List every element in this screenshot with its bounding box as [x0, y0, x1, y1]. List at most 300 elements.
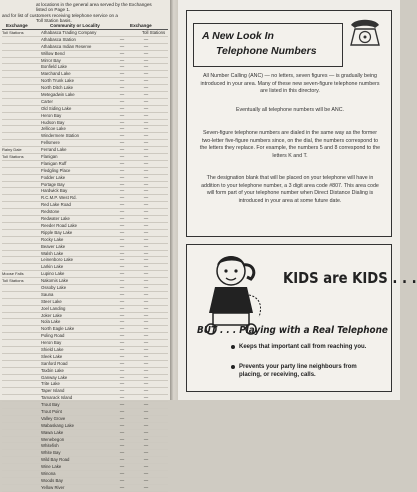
exchange-cell: —	[143, 236, 149, 242]
table-row	[2, 457, 168, 464]
mark-cell: —	[119, 278, 125, 284]
table-row	[2, 292, 168, 299]
mark-cell: —	[119, 216, 125, 222]
locality-cell: Joker Lake	[41, 312, 63, 318]
table-row	[2, 278, 168, 285]
mark-cell: —	[119, 381, 125, 387]
exchange-cell: —	[143, 278, 149, 284]
locality-cell: Rocky Lake	[41, 236, 64, 242]
exchange-cell: —	[143, 388, 149, 394]
kids-heading: KIDS are KIDS . . .	[283, 269, 417, 287]
exchange-cell: —	[143, 395, 149, 401]
mark-cell: —	[119, 271, 125, 277]
mark-cell: —	[119, 36, 125, 42]
exchange-cell: —	[143, 291, 149, 297]
mark-cell: —	[119, 333, 125, 339]
table-row	[2, 188, 168, 195]
locality-cell: Nola Lake	[41, 319, 61, 325]
mark-cell: —	[119, 92, 125, 98]
exchange-cell: —	[143, 140, 149, 146]
exchange-cell: —	[143, 436, 149, 442]
table-row	[2, 230, 168, 237]
table-row	[2, 182, 168, 189]
exchange-cell: —	[143, 50, 149, 56]
locality-cell: Trite Lake	[41, 381, 60, 387]
mark-cell: —	[119, 202, 125, 208]
table-row	[2, 216, 168, 223]
table-row	[2, 271, 168, 278]
mark-cell: —	[119, 443, 125, 449]
table-row	[2, 333, 168, 340]
locality-cell: Mirror Bay	[41, 57, 61, 63]
locality-cell: Wawa Lake	[41, 429, 64, 435]
mark-cell: —	[119, 57, 125, 63]
locality-cell: Metegadwin Lake	[41, 92, 75, 98]
mark-cell: —	[119, 284, 125, 290]
locality-cell: Fledgling Place	[41, 167, 71, 173]
table-row	[2, 264, 168, 271]
exchange-cell: —	[143, 154, 149, 160]
exchange-cell: —	[143, 181, 149, 187]
table-row	[2, 175, 168, 182]
table-row	[2, 30, 168, 37]
mark-cell: —	[119, 98, 125, 104]
table-row	[2, 416, 168, 423]
locality-cell: White Bay	[41, 450, 61, 456]
locality-cell: Leinenboro Lake	[41, 257, 74, 263]
locality-cell: Sauna	[41, 291, 54, 297]
mark-cell: —	[119, 457, 125, 463]
locality-cell: Heron Bay	[41, 340, 62, 346]
left-page-header	[2, 2, 168, 23]
mark-cell: —	[119, 346, 125, 352]
mark-cell: —	[119, 340, 125, 346]
mark-cell: —	[119, 312, 125, 318]
table-row	[2, 285, 168, 292]
locality-cell: Ripple Bay Lake	[41, 229, 73, 235]
table-row	[2, 85, 168, 92]
notice-title-frame	[193, 23, 343, 67]
table-row	[2, 347, 168, 354]
anc-notice-box	[186, 10, 392, 237]
exchange-cell: —	[143, 126, 149, 132]
locality-cell: Steer Lake	[41, 298, 62, 304]
table-row	[2, 443, 168, 450]
table-row	[2, 209, 168, 216]
table-row	[2, 223, 168, 230]
exchange-cell: Moose Falls	[2, 271, 24, 277]
locality-cell: North Ditch Lake	[41, 85, 74, 91]
table-row	[2, 319, 168, 326]
right-page	[178, 0, 417, 400]
table-row	[2, 437, 168, 444]
exchange-cell: —	[143, 43, 149, 49]
bullet-dot-icon	[231, 345, 235, 349]
locality-cell: Carter	[41, 98, 53, 104]
table-row	[2, 368, 168, 375]
locality-cell: Walsh Lake	[41, 250, 64, 256]
mark-cell: —	[119, 195, 125, 201]
exchange-cell: —	[143, 167, 149, 173]
telephone-illustration	[345, 15, 385, 49]
locality-cell: Marchand Lake	[41, 71, 71, 77]
table-row	[2, 375, 168, 382]
exchange-cell: —	[143, 284, 149, 290]
locality-cell: Wabaskang Lake	[41, 422, 75, 428]
table-row	[2, 485, 168, 492]
locality-cell: R.C.M.P. West Rd.	[41, 195, 77, 201]
mark-cell: —	[119, 174, 125, 180]
locality-cell: Red Lake Road	[41, 202, 71, 208]
table-row	[2, 340, 168, 347]
table-row	[2, 450, 168, 457]
mark-cell: —	[119, 71, 125, 77]
locality-cell: Sanford Road	[41, 360, 68, 366]
exchange-cell: —	[143, 160, 149, 166]
locality-cell: Ganway Lake	[41, 374, 68, 380]
locality-cell: Athabasca Indian Reserve	[41, 43, 92, 49]
table-row	[2, 106, 168, 113]
kids-notice-box	[186, 244, 417, 392]
table-row	[2, 326, 168, 333]
mark-cell: —	[119, 78, 125, 84]
table-row	[2, 161, 168, 168]
locality-cell: Hardwick Bay	[41, 188, 68, 194]
table-row	[2, 58, 168, 65]
mark-cell: —	[119, 291, 125, 297]
mark-cell: —	[119, 160, 125, 166]
table-row	[2, 168, 168, 175]
mark-cell: —	[119, 64, 125, 70]
exchange-cell: —	[143, 326, 149, 332]
exchange-cell: Toll Stations	[2, 30, 24, 35]
mark-cell: —	[119, 147, 125, 153]
notice-paragraph-2: Eventually all telephone numbers will be ANC.	[235, 107, 345, 113]
table-row	[2, 92, 168, 99]
mark-cell: —	[119, 484, 125, 490]
exchange-cell: —	[143, 188, 149, 194]
exchange-cell: —	[143, 408, 149, 414]
locality-cell: Wild Bay Road	[41, 457, 70, 463]
exchange-cell: —	[143, 229, 149, 235]
column-exchange: Exchange	[6, 23, 28, 28]
locality-cell: Ferrand Lake	[41, 147, 67, 153]
locality-cell: Taper Island	[41, 388, 65, 394]
exchange-cell: —	[143, 374, 149, 380]
exchange-cell: —	[143, 443, 149, 449]
table-row	[2, 299, 168, 306]
table-row	[2, 306, 168, 313]
locality-cell: Sleek Lake	[41, 353, 63, 359]
table-row	[2, 313, 168, 320]
mark-cell: —	[119, 464, 125, 470]
table-row	[2, 409, 168, 416]
mark-cell: —	[119, 50, 125, 56]
exchange-cell: —	[143, 250, 149, 256]
mark-cell: —	[119, 243, 125, 249]
exchange-cell: —	[143, 257, 149, 263]
header-line: and for list of customers receiving telephone service on a	[2, 12, 118, 18]
locality-cell: Ossoby Lake	[41, 284, 67, 290]
exchange-cell: —	[143, 381, 149, 387]
table-row	[2, 381, 168, 388]
locality-cell: North Trunk Lake	[41, 78, 74, 84]
exchange-cell: —	[143, 36, 149, 42]
left-page	[0, 0, 170, 490]
table-row	[2, 195, 168, 202]
column-headers	[2, 23, 168, 30]
mark-cell: —	[119, 319, 125, 325]
locality-cell: Heron Bay	[41, 112, 62, 118]
locality-cell: Athabasca Station	[41, 36, 76, 42]
bullet-text: Keeps that important call from reaching you.	[239, 344, 367, 350]
exchange-cell: —	[143, 477, 149, 483]
mark-cell: —	[119, 154, 125, 160]
locality-cell: Trout Point	[41, 408, 62, 414]
exchange-cell: —	[143, 353, 149, 359]
locality-cell: Valley Grove	[41, 415, 66, 421]
exchange-cell: Toll Stations	[2, 278, 24, 284]
locality-cell: Flanigan Ruff	[41, 160, 67, 166]
notice-paragraph-1: All Number Calling (ANC) — no letters, seven figures — is gradually being introduced in your area. Many of these new seven-figure telephone numbers are listed in this directory.	[200, 73, 380, 94]
mark-cell: —	[119, 450, 125, 456]
exchange-cell: —	[143, 57, 149, 63]
locality-cell: Redstone	[41, 209, 60, 215]
locality-cell: Shield Lake	[41, 346, 64, 352]
locality-cell: Lupino Lake	[41, 271, 65, 277]
locality-cell: Reeder Road Lake	[41, 222, 78, 228]
mark-cell: —	[119, 395, 125, 401]
mark-cell: —	[119, 181, 125, 187]
locality-cell: Fodder Lake	[41, 174, 66, 180]
table-row	[2, 430, 168, 437]
mark-cell: —	[119, 408, 125, 414]
exchange-cell: Toll Stations	[142, 30, 166, 35]
mark-cell: —	[119, 305, 125, 311]
mark-cell: —	[119, 326, 125, 332]
locality-cell: Beaver Lake	[41, 243, 66, 249]
locality-cell: Trout Bay	[41, 402, 60, 408]
mark-cell: —	[119, 85, 125, 91]
page-gutter	[170, 0, 178, 400]
table-row	[2, 478, 168, 485]
table-row	[2, 71, 168, 78]
mark-cell: —	[119, 477, 125, 483]
exchange-cell: —	[143, 64, 149, 70]
locality-cell: Portage Bay	[41, 181, 65, 187]
mark-cell: —	[119, 167, 125, 173]
locality-cell: Joel Landing	[41, 305, 66, 311]
exchange-cell: —	[143, 119, 149, 125]
mark-cell: —	[119, 43, 125, 49]
locality-cell: Poling Road	[41, 333, 65, 339]
mark-cell: —	[119, 360, 125, 366]
mark-cell: —	[119, 112, 125, 118]
exchange-cell: —	[143, 305, 149, 311]
table-row	[2, 78, 168, 85]
bullet-text: Prevents your party line neighbours from placing, or receiving, calls.	[239, 364, 357, 378]
locality-cell: Wenebegon	[41, 436, 65, 442]
table-row	[2, 395, 168, 402]
mark-cell: —	[119, 105, 125, 111]
column-locality: Community or Locality	[50, 23, 100, 28]
notice-paragraph-3: Seven-figure telephone numbers are dialed in the same way as the former two-letter five-figure numbers since, on the dial, the numbers correspond to the letters they replace. For example, the numbers 5 and 8 correspond to the letters K and T.	[199, 130, 381, 159]
exchange-cell: —	[143, 209, 149, 215]
locality-cell: Larkin Lake	[41, 264, 64, 270]
table-row	[2, 237, 168, 244]
exchange-cell: —	[143, 98, 149, 104]
locality-cell: Fellsmere	[41, 140, 60, 146]
exchange-cell: —	[143, 202, 149, 208]
mark-cell: —	[119, 188, 125, 194]
exchange-cell: —	[143, 367, 149, 373]
exchange-cell: —	[143, 78, 149, 84]
notice-paragraph-4: The designation blank that will be placed on your telephone will have in addition to your telephone number, a 3 digit area code #807. This area code will form part of your telephone number when Direct Distance Dialing is introduced in your area at some future date.	[201, 175, 379, 204]
table-row	[2, 402, 168, 409]
exchange-cell: —	[143, 464, 149, 470]
mark-cell: —	[119, 250, 125, 256]
exchange-cell: —	[143, 333, 149, 339]
exchange-cell: —	[143, 340, 149, 346]
exchange-cell: —	[143, 85, 149, 91]
locality-cell: Winona	[41, 471, 56, 476]
locality-cell: Jellicoe Lake	[41, 126, 66, 132]
table-row	[2, 44, 168, 51]
table-row	[2, 120, 168, 127]
table-row	[2, 251, 168, 258]
playing-heading: BUT . . . Playing with a Real Telephone	[197, 325, 388, 336]
mark-cell: —	[119, 422, 125, 428]
locality-cell: Flanigan	[41, 154, 58, 160]
exchange-cell: —	[143, 147, 149, 153]
mark-cell: —	[119, 374, 125, 380]
mark-cell: —	[119, 119, 125, 125]
table-row	[2, 354, 168, 361]
mark-cell: —	[119, 388, 125, 394]
table-row	[2, 471, 168, 478]
locality-cell: Woods Bay	[41, 477, 63, 483]
exchange-cell: —	[143, 415, 149, 421]
exchange-cell: Rainy Dale	[2, 147, 22, 153]
exchange-cell: —	[143, 264, 149, 270]
table-row	[2, 257, 168, 264]
table-row	[2, 51, 168, 58]
bullet-item	[239, 363, 379, 379]
exchange-cell: —	[143, 71, 149, 77]
locality-cell: Wine Lake	[41, 464, 62, 470]
table-row	[2, 140, 168, 147]
bullet-item	[239, 343, 379, 351]
exchange-cell: —	[143, 222, 149, 228]
locality-cell: Athabasca Trading Company	[41, 30, 97, 35]
exchange-cell: —	[143, 450, 149, 456]
mark-cell: —	[119, 402, 125, 408]
mark-cell: —	[119, 209, 125, 215]
locality-cell: Bonfield Lake	[41, 64, 68, 70]
exchange-cell: —	[143, 402, 149, 408]
locality-cell: Tamarack Island	[41, 395, 73, 401]
exchange-cell: —	[143, 216, 149, 222]
table-row	[2, 388, 168, 395]
exchange-cell: —	[143, 174, 149, 180]
bullet-dot-icon	[231, 365, 235, 369]
table-row	[2, 361, 168, 368]
exchange-cell: —	[143, 92, 149, 98]
mark-cell: —	[119, 436, 125, 442]
header-line: at locations in the general area served by the Exchanges	[36, 2, 152, 7]
exchange-cell: —	[143, 319, 149, 325]
mark-cell: —	[119, 298, 125, 304]
mark-cell: —	[119, 229, 125, 235]
locality-cell: Hudson Bay	[41, 119, 65, 125]
mark-cell: —	[119, 367, 125, 373]
table-row	[2, 244, 168, 251]
exchange-cell: —	[143, 112, 149, 118]
table-row	[2, 133, 168, 140]
table-row	[2, 113, 168, 120]
exchange-cell: —	[143, 422, 149, 428]
locality-cell: Redwater Lake	[41, 216, 70, 222]
locality-cell: Windermere Station	[41, 133, 79, 139]
table-row	[2, 37, 168, 44]
mark-cell: —	[119, 257, 125, 263]
locality-cell: Willow Bend	[41, 50, 65, 56]
mark-cell: —	[119, 126, 125, 132]
locality-cell: Nakomis Lake	[41, 278, 69, 284]
exchange-cell: —	[143, 298, 149, 304]
exchange-cell: —	[143, 360, 149, 366]
exchange-cell: —	[143, 471, 149, 476]
column-exchange-2: Exchange	[130, 23, 152, 28]
mark-cell: —	[119, 236, 125, 242]
table-row	[2, 423, 168, 430]
mark-cell: —	[119, 222, 125, 228]
header-line: listed on Page 1.	[36, 7, 71, 13]
locality-cell: Yellow River	[41, 484, 65, 490]
exchange-cell: —	[143, 429, 149, 435]
mark-cell: —	[119, 471, 125, 476]
mark-cell: —	[119, 264, 125, 270]
exchange-cell: —	[143, 105, 149, 111]
exchange-cell: —	[143, 195, 149, 201]
exchange-cell: —	[143, 457, 149, 463]
exchange-cell: Toll Stations	[2, 154, 24, 160]
mark-cell: —	[119, 353, 125, 359]
mark-cell: —	[119, 429, 125, 435]
table-row	[2, 464, 168, 471]
mark-cell: —	[119, 140, 125, 146]
table-row	[2, 126, 168, 133]
table-row	[2, 147, 168, 154]
mark-cell: —	[119, 133, 125, 139]
exchange-cell: —	[143, 271, 149, 277]
exchange-cell: —	[143, 133, 149, 139]
notice-title-line2: Telephone Numbers	[216, 45, 317, 57]
mark-cell: —	[119, 415, 125, 421]
table-row	[2, 154, 168, 161]
header-line: Toll Station basis.	[36, 17, 72, 23]
exchange-cell: —	[143, 243, 149, 249]
notice-title-line1: A New Look In	[202, 30, 274, 42]
table-row	[2, 202, 168, 209]
locality-table	[2, 30, 168, 492]
locality-cell: North Eagle Lake	[41, 326, 75, 332]
exchange-cell: —	[143, 312, 149, 318]
exchange-cell: —	[143, 346, 149, 352]
locality-cell: Taxbin Lake	[41, 367, 64, 373]
locality-cell: Whitefish	[41, 443, 59, 449]
exchange-cell: —	[143, 484, 149, 490]
